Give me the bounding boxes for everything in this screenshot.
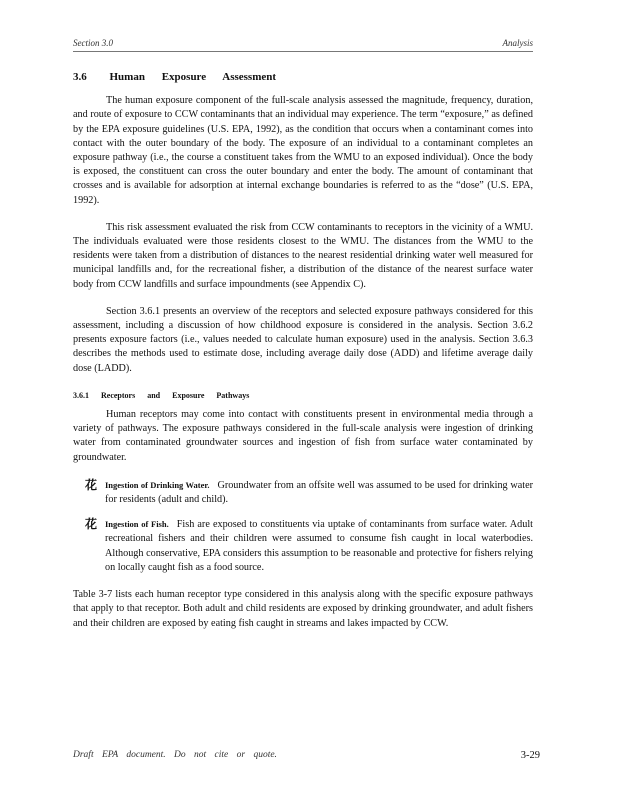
- section-title: Human Exposure Assessment: [109, 71, 277, 83]
- paragraph-receptors-intro: Human receptors may come into contact with constituents present in environmental media through a variety of pathways. The exposure pathways considered in the full-scale analysis were ingestion of drinking water from contaminated groundwater sources and ingestion of fish from surface water contaminated by groundwater.: [73, 409, 533, 463]
- section-heading: [73, 70, 533, 84]
- bullet-icon: 花: [85, 477, 98, 492]
- bullet-title: Ingestion of Drinking Water.: [105, 479, 210, 490]
- subsection-heading: [73, 389, 533, 403]
- header-divider: [73, 51, 533, 52]
- bullet-icon: 花: [85, 517, 98, 532]
- list-item: [73, 517, 533, 575]
- paragraph-section-overview: Section 3.6.1 presents an overview of the receptors and selected exposure pathways considered for this assessment, including a discussion of how childhood exposure is considered in the analysis. Section 3.6.2 presents exposure factors (i.e., values needed to calculate human exposure) used in the analysis. Section 3.6.3 describes the methods used to estimate dose, including average daily dose (ADD) and lifetime average daily dose (LADD).: [73, 305, 533, 374]
- header-section-label: Section 3.0: [73, 38, 113, 48]
- paragraph-exposure-definition: The human exposure component of the full-scale analysis assessed the magnitude, frequency, duration, and route of exposure to CCW contaminants that an individual may experience. The term “exposure,” as defined by the EPA exposure guidelines (U.S. EPA, 1992), as the condition that occurs when a contaminant comes into contact with the outer boundary of the body. The exposure of an individual to a contaminant completes an exposure pathway (i.e., the course a constituent takes from the WMU to an exposed individual). Once the body is exposed, the constituent can cross the outer boundary and enter the body. The amount of contaminant that crosses and is available for adsorption at internal exchange boundaries is referred to as the “dose” (U.S. EPA, 1992).: [73, 95, 533, 206]
- header-chapter-label: Analysis: [502, 38, 533, 48]
- list-item: [73, 478, 533, 507]
- subsection-number: 3.6.1: [73, 390, 89, 400]
- page-header: [73, 38, 533, 52]
- page-footer: [73, 750, 540, 764]
- bullet-title: Ingestion of Fish.: [105, 519, 169, 530]
- subsection-title: Receptors and Exposure Pathways: [101, 390, 250, 400]
- paragraph-table-reference: Table 3-7 lists each human receptor type considered in this analysis along with the specific exposure pathways that apply to that receptor. Both adult and child residents are exposed by drinking groundwater, and adult fishers and their children are exposed by eating fish caught in streams and lakes impacted by CCW.: [73, 589, 533, 629]
- bullet-text: Groundwater from an offsite well was assumed to be used for drinking water for residents (adult and child).: [105, 479, 533, 506]
- page-number: 3-29: [520, 750, 540, 761]
- page-body: [73, 70, 533, 644]
- footer-disclaimer: Draft EPA document. Do not cite or quote.: [73, 750, 277, 760]
- paragraph-risk-assessment: This risk assessment evaluated the risk from CCW contaminants to receptors in the vicinity of a WMU. The individuals evaluated were those residents closest to the WMU. The distances from the WMU to the residents were taken from a distribution of distances to the nearest residential drinking water well measured for municipal landfills and, for the recreational fisher, a distribution of the distance of the nearest surface water body from CCW landfills and surface impoundments (see Appendix C).: [73, 221, 533, 290]
- bullet-text: Fish are exposed to constituents via uptake of contaminants from surface water. Adult recreational fishers and their children were assumed to consume fish caught in local waterbodies. Although conservative, EPA considers this assumption to be reasonable and protective for fishers relying on locally caught fish as a food source.: [105, 519, 533, 573]
- exposure-pathway-list: [73, 478, 533, 575]
- section-number: 3.6: [73, 71, 87, 83]
